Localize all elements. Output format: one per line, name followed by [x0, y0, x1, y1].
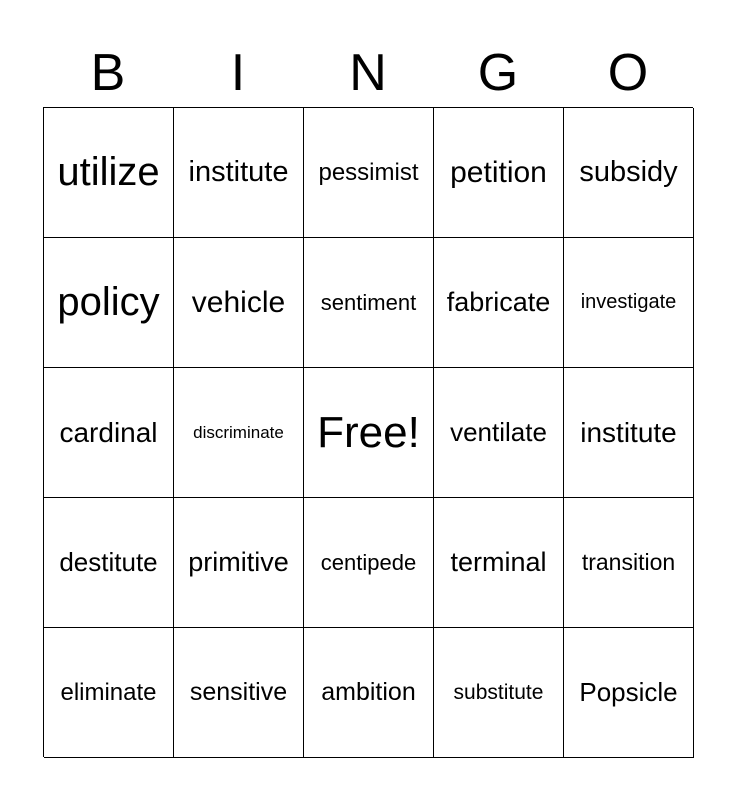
bingo-cell[interactable]: ventilate [434, 368, 564, 498]
bingo-cell[interactable]: eliminate [44, 628, 174, 758]
bingo-cell[interactable]: pessimist [304, 108, 434, 238]
bingo-cell[interactable]: petition [434, 108, 564, 238]
bingo-cell[interactable]: substitute [434, 628, 564, 758]
bingo-cell[interactable]: policy [44, 238, 174, 368]
bingo-cell[interactable]: centipede [304, 498, 434, 628]
bingo-cell[interactable]: fabricate [434, 238, 564, 368]
bingo-cell[interactable]: utilize [44, 108, 174, 238]
bingo-cell[interactable]: primitive [174, 498, 304, 628]
bingo-cell[interactable]: vehicle [174, 238, 304, 368]
header-letter-i: I [230, 44, 246, 102]
free-space-cell[interactable]: Free! [304, 368, 434, 498]
header-letter-g: G [477, 44, 519, 102]
bingo-cell[interactable]: institute [174, 108, 304, 238]
bingo-cell[interactable]: ambition [304, 628, 434, 758]
bingo-cell[interactable]: investigate [564, 238, 694, 368]
bingo-cell[interactable]: transition [564, 498, 694, 628]
header-letter-o: O [607, 44, 649, 102]
bingo-cell[interactable]: cardinal [44, 368, 174, 498]
bingo-board [43, 107, 693, 757]
bingo-cell[interactable]: Popsicle [564, 628, 694, 758]
bingo-cell[interactable]: terminal [434, 498, 564, 628]
bingo-cell[interactable]: destitute [44, 498, 174, 628]
header-letter-b: B [90, 44, 126, 102]
bingo-cell[interactable]: subsidy [564, 108, 694, 238]
bingo-cell[interactable]: institute [564, 368, 694, 498]
bingo-cell[interactable]: discriminate [174, 368, 304, 498]
bingo-cell[interactable]: sensitive [174, 628, 304, 758]
header-letter-n: N [349, 44, 387, 102]
bingo-header [43, 38, 693, 108]
bingo-cell[interactable]: sentiment [304, 238, 434, 368]
